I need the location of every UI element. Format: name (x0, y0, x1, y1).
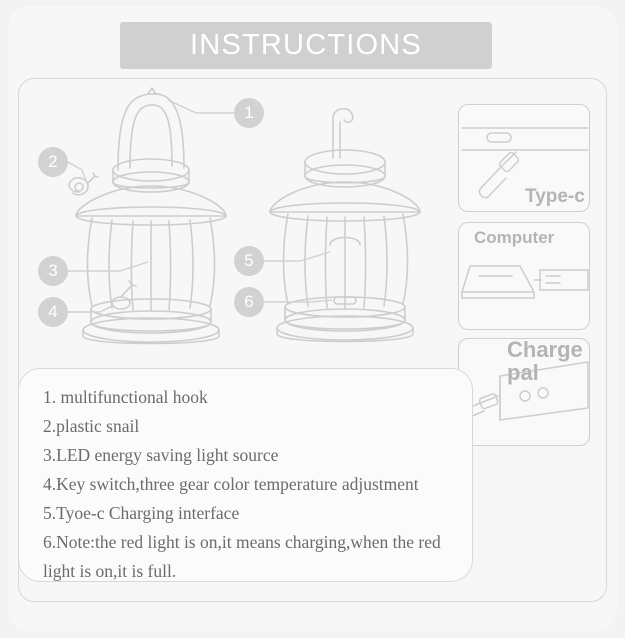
list-item: 5.Tyoe-c Charging interface (43, 503, 240, 523)
list-item: 1. multifunctional hook (43, 387, 208, 407)
list-item: 6.Note:the red light is on,it means charging,when the red light is on,it is full. (43, 532, 441, 581)
charge-pal-panel-label: Charge pal (507, 337, 583, 385)
callout-bubble-3: 3 (38, 256, 68, 286)
computer-panel-label: Computer (474, 228, 555, 247)
list-item: 3.LED energy saving light source (43, 445, 279, 465)
type-c-panel-label: Type-c (525, 186, 585, 207)
list-item: 4.Key switch,three gear color temperature adjustment (43, 474, 419, 494)
callout-bubble-6: 6 (234, 287, 264, 317)
instructions-list (43, 383, 452, 586)
callout-bubble-4: 4 (38, 297, 68, 327)
callout-bubble-1: 1 (234, 98, 264, 128)
instructions-text-box (18, 368, 473, 582)
callout-bubble-2: 2 (38, 147, 68, 177)
list-item: 2.plastic snail (43, 416, 140, 436)
page-title: INSTRUCTIONS (190, 29, 422, 61)
callout-bubble-5: 5 (234, 246, 264, 276)
